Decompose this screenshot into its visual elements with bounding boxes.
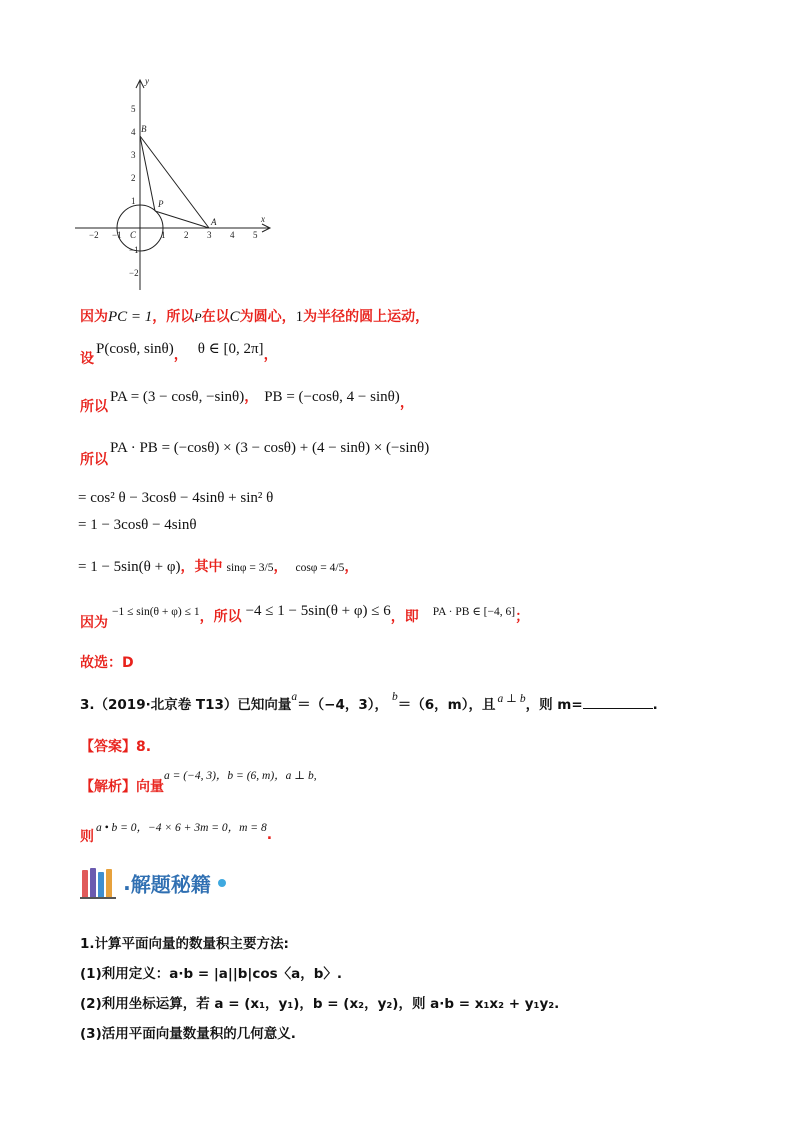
text: ， xyxy=(244,389,259,405)
tips-item-1: (1)利用定义：a·b = |a||b|cos〈a，b〉. xyxy=(80,966,343,982)
y-tick-label: 2 xyxy=(131,173,136,183)
math: PC = 1 xyxy=(108,309,153,325)
section-banner xyxy=(80,866,226,902)
solution-line-6: = 1 − 3cosθ − 4sinθ xyxy=(78,517,197,533)
tips-heading: 1.计算平面向量的数量积主要方法: xyxy=(80,936,289,952)
math: P(cosθ, sinθ) xyxy=(96,341,174,357)
analysis-line xyxy=(80,764,317,795)
x-tick-label: 5 xyxy=(253,230,258,240)
text: ， xyxy=(344,559,359,575)
y-tick-label: −2 xyxy=(129,268,139,278)
answer-blank[interactable] xyxy=(583,696,653,709)
y-tick-label: 5 xyxy=(131,104,136,114)
x-tick-label: 4 xyxy=(230,230,235,240)
math: θ ∈ [0, 2π] xyxy=(197,341,264,357)
answer-label: 【答案】8. xyxy=(80,739,152,755)
segment-BP xyxy=(140,136,155,211)
x-tick-label: 2 xyxy=(184,230,189,240)
question-end: . xyxy=(652,697,658,713)
point-label-C: C xyxy=(130,230,137,240)
text: 在以 xyxy=(201,309,230,325)
text: 因为 xyxy=(80,615,108,631)
x-tick-label: −1 xyxy=(112,230,122,240)
text: ； xyxy=(515,609,530,625)
solution-line-4 xyxy=(80,437,430,468)
banner-dot: . xyxy=(123,871,131,895)
answer-choice: 故选：D xyxy=(80,655,134,671)
banner-bullet xyxy=(218,879,226,887)
text: 因为 xyxy=(80,309,108,325)
math: −1 ≤ sin(θ + φ) ≤ 1 xyxy=(112,606,200,618)
analysis-label: 【解析】向量 xyxy=(80,779,164,795)
x-tick-label: 1 xyxy=(161,230,166,240)
solution-line-3 xyxy=(80,386,414,415)
text: 则 xyxy=(80,829,94,845)
y-tick-label: 3 xyxy=(131,150,136,160)
text: ，所以 xyxy=(199,609,242,625)
x-axis-label: x xyxy=(261,214,265,224)
y-tick-label: −1 xyxy=(129,245,139,255)
solution-line-1 xyxy=(80,306,429,326)
question-text: ＝（−4，3）， xyxy=(297,697,389,713)
vector-b: b xyxy=(392,691,398,703)
math: −4 ≤ 1 − 5sin(θ + φ) ≤ 6 xyxy=(245,603,391,619)
then-line xyxy=(80,816,273,845)
text: 设 xyxy=(80,351,94,367)
math: P xyxy=(194,310,202,324)
math: PA · PB = (−cosθ) × (3 − cosθ) + (4 − sinθ) × (−sinθ) xyxy=(110,440,430,456)
math: 1 xyxy=(295,309,304,325)
coordinate-figure xyxy=(70,70,280,295)
text: ，其中 xyxy=(180,559,223,575)
solution-line-5: = cos² θ − 3cosθ − 4sinθ + sin² θ xyxy=(78,490,274,506)
math: a • b = 0，−4 × 6 + 3m = 0，m = 8 xyxy=(96,822,267,834)
x-tick-label: −2 xyxy=(89,230,99,240)
perpendicular-condition: a ⊥ b xyxy=(497,693,526,705)
y-axis-label: y xyxy=(145,76,149,86)
math: = 1 − 5sin(θ + φ) xyxy=(78,559,181,575)
math: a = (−4, 3)，b = (6, m)，a ⊥ b, xyxy=(164,770,317,782)
banner-title: 解题秘籍 xyxy=(130,872,211,897)
point-label-A: A xyxy=(211,217,217,227)
solution-line-2 xyxy=(80,338,278,367)
math: PA = (3 − cosθ, −sinθ) xyxy=(110,389,245,405)
question-text: ，则 m= xyxy=(525,697,583,713)
text: 为半径的圆上运动， xyxy=(303,309,430,325)
text: ， xyxy=(273,559,288,575)
math: C xyxy=(229,309,240,325)
math: PB = (−cosθ, 4 − sinθ) xyxy=(264,389,400,405)
math: sinφ = 3/5 xyxy=(226,562,274,574)
segment-BA xyxy=(140,136,209,228)
text: ， xyxy=(173,347,188,363)
point-label-P: P xyxy=(158,199,164,209)
solution-line-7 xyxy=(78,556,358,576)
point-label-B: B xyxy=(141,124,147,134)
text: 为圆心， xyxy=(239,309,296,325)
text: . xyxy=(266,827,273,843)
math: cosφ = 4/5 xyxy=(295,562,345,574)
tips-item-3: (3)活用平面向量数量积的几何意义. xyxy=(80,1026,296,1042)
math: PA · PB ∈ [−4, 6] xyxy=(432,606,516,618)
text: ， xyxy=(263,347,278,363)
vector-a: a xyxy=(291,691,298,703)
tips-item-2: (2)利用坐标运算，若 a = (x₁，y₁)，b = (x₂，y₂)，则 a·b = x₁x₂ + y₁y₂. xyxy=(80,996,560,1012)
text: 所以 xyxy=(80,399,108,415)
books-icon xyxy=(80,866,118,900)
question-text: ＝（6，m），且 xyxy=(397,697,496,713)
text: 所以 xyxy=(80,452,108,468)
text: ，即 xyxy=(390,609,419,625)
text: ， xyxy=(399,395,414,411)
solution-line-8 xyxy=(80,600,530,631)
y-tick-label: 4 xyxy=(131,127,136,137)
text: ，所以 xyxy=(152,309,195,325)
question-prefix: 3.（2019·北京卷 T13）已知向量 xyxy=(80,697,292,713)
x-tick-label: 3 xyxy=(207,230,212,240)
y-tick-label: 1 xyxy=(131,196,136,206)
question-3 xyxy=(80,693,658,713)
